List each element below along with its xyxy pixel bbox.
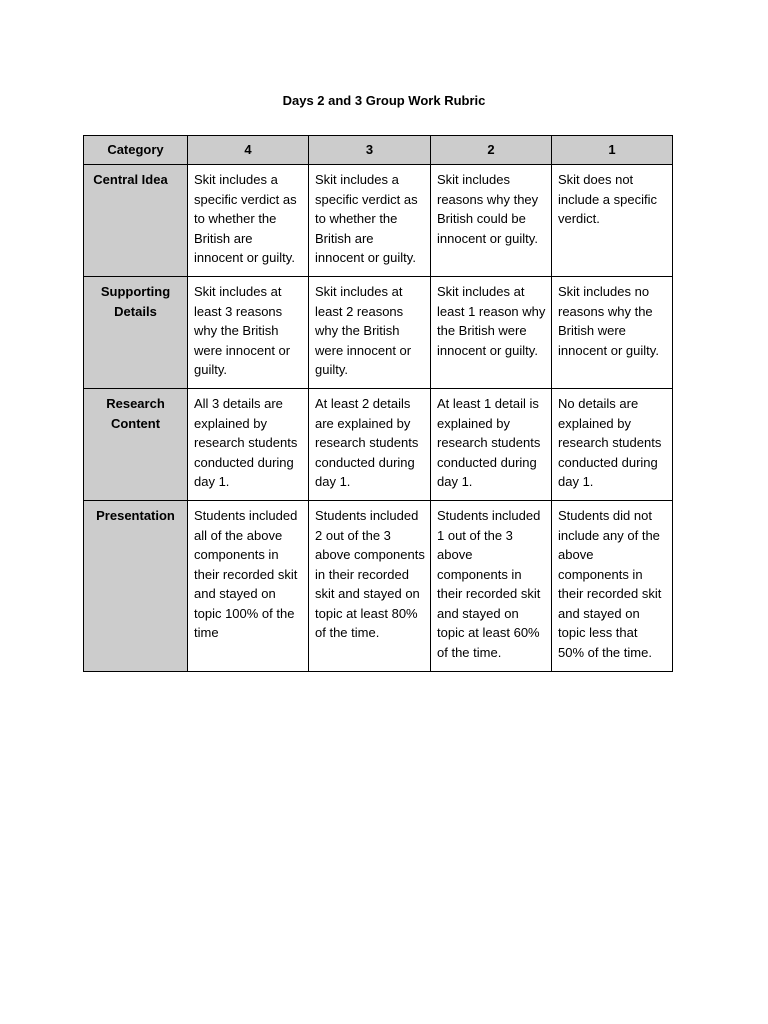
category-label: Research Content [84,388,188,500]
header-category: Category [84,136,188,165]
rubric-cell: At least 2 details are explained by research students conducted during day 1. [309,388,431,500]
header-score-1: 1 [552,136,673,165]
header-score-2: 2 [431,136,552,165]
rubric-cell: Students included 2 out of the 3 above components in their recorded skit and stayed on topic at least 80% of the time. [309,500,431,671]
rubric-cell: Students included 1 out of the 3 above components in their recorded skit and stayed on topic at least 60% of the time. [431,500,552,671]
category-label: Supporting Details [84,276,188,388]
rubric-cell: Students included all of the above components in their recorded skit and stayed on topic 100% of the time [188,500,309,671]
rubric-cell: At least 1 detail is explained by research students conducted during day 1. [431,388,552,500]
table-row [84,276,673,388]
table-row [84,500,673,671]
rubric-cell: Students did not include any of the above components in their recorded skit and stayed on topic less that 50% of the time. [552,500,673,671]
rubric-cell: Skit includes at least 2 reasons why the British were innocent or guilty. [309,276,431,388]
category-label: Central Idea [84,165,188,277]
header-row [84,136,673,165]
rubric-cell: Skit includes at least 1 reason why the British were innocent or guilty. [431,276,552,388]
rubric-cell: Skit does not include a specific verdict. [552,165,673,277]
header-score-4: 4 [188,136,309,165]
rubric-cell: Skit includes a specific verdict as to whether the British are innocent or guilty. [309,165,431,277]
category-label: Presentation [84,500,188,671]
document-title: Days 2 and 3 Group Work Rubric [282,93,486,108]
rubric-cell: Skit includes at least 3 reasons why the British were innocent or guilty. [188,276,309,388]
rubric-cell: All 3 details are explained by research students conducted during day 1. [188,388,309,500]
rubric-cell: Skit includes no reasons why the British were innocent or guilty. [552,276,673,388]
table-row [84,165,673,277]
rubric-cell: No details are explained by research students conducted during day 1. [552,388,673,500]
rubric-table [83,135,673,672]
rubric-cell: Skit includes reasons why they British could be innocent or guilty. [431,165,552,277]
header-score-3: 3 [309,136,431,165]
rubric-cell: Skit includes a specific verdict as to whether the British are innocent or guilty. [188,165,309,277]
table-row [84,388,673,500]
